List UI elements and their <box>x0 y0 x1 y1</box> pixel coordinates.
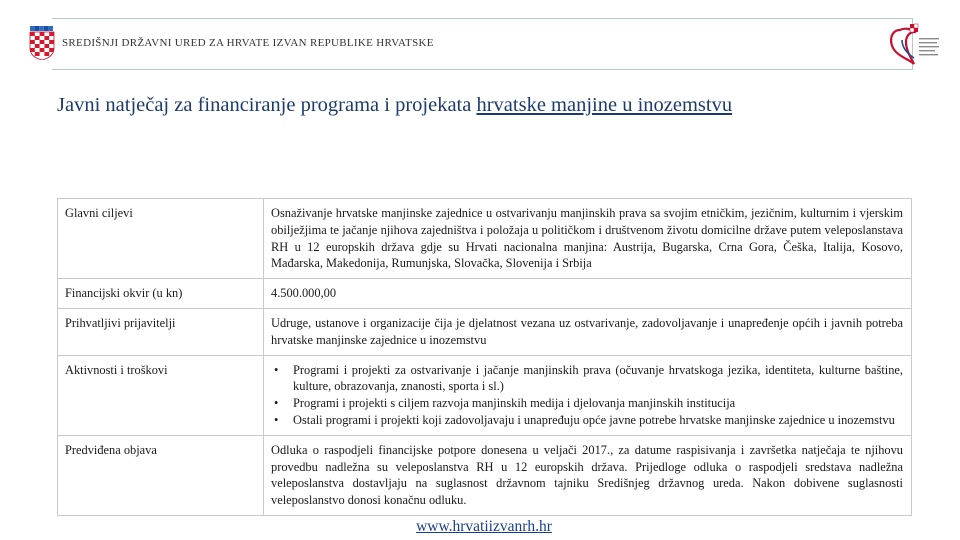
row-value: Odluka o raspodjeli financijske potpore donesena u veljači 2017., za datume raspisivanja i završetka natječaja te njihovu provedbu nadležna su veleposlanstva RH u 12 europskih država. Prijedloge odluka o raspodjeli sredstava nadležna veleposlanstva dostavljaju na suglasnost državnom tajniku Središnjeg državnog ureda. Nakon dobivene suglasnosti veleposlanstvo donosi konačnu odluku. <box>264 435 912 515</box>
list-item: • Ostali programi i projekti koji zadovoljavaju i unapređuju opće javne potrebe hrvatske manjinske zajednice u inozemstvu <box>271 412 903 429</box>
office-logo-icon <box>886 22 942 66</box>
row-label: Prihvatljivi prijavitelji <box>58 308 264 355</box>
table-row-goals <box>58 199 912 279</box>
list-item: • Programi i projekti s ciljem razvoja manjinskih medija i djelovanja manjinskih institucija <box>271 395 903 412</box>
list-item: • Programi i projekti za ostvarivanje i jačanje manjinskih prava (očuvanje hrvatskoga jezika, identiteta, kulturne baštine, kulture, obrazovanja, znanosti, sporta i sl.) <box>271 362 903 396</box>
row-value: Udruge, ustanove i organizacije čija je djelatnost vezana uz ostvarivanje, zadovoljavanje i unapređenje općih i javnih potreba hrvatske manjinske zajednice u inozemstvu <box>264 308 912 355</box>
table-row-activities <box>58 355 912 435</box>
info-table <box>57 198 912 516</box>
row-value-list <box>264 355 912 435</box>
title-part-2: hrvatske manjine u inozemstvu <box>476 94 733 116</box>
row-label: Glavni ciljevi <box>58 199 264 279</box>
title-part-1: Javni natječaj za financiranje programa i projekata <box>57 94 477 116</box>
table-row-publication <box>58 435 912 515</box>
row-value: 4.500.000,00 <box>264 279 912 309</box>
activities-list <box>271 362 903 429</box>
row-label: Aktivnosti i troškovi <box>58 355 264 435</box>
page-title <box>57 94 732 117</box>
row-label: Predviđena objava <box>58 435 264 515</box>
header-top-rule <box>52 18 912 19</box>
row-label: Financijski okvir (u kn) <box>58 279 264 309</box>
croatian-coat-of-arms-icon <box>29 26 55 60</box>
website-link[interactable]: www.hrvatiizvanrh.hr <box>416 518 552 535</box>
table-row-budget <box>58 279 912 309</box>
row-value: Osnaživanje hrvatske manjinske zajednice u ostvarivanju manjinskih prava sa svojim etničkim, jezičnim, kulturnim i vjerskim obilježjima te jačanje njihova zajedništva i položaja u političkom i društvenom životu domicilne države putem veleposlanstava RH u 12 europskih država gdje su Hrvati nacionalna manjina: Austrija, Bugarska, Crna Gora, Češka, Italija, Kosovo, Mađarska, Makedonija, Rumunjska, Slovačka, Slovenija i Srbija <box>264 199 912 279</box>
table-row-applicants <box>58 308 912 355</box>
header-bottom-rule <box>52 69 912 70</box>
office-name: SREDIŠNJI DRŽAVNI URED ZA HRVATE IZVAN REPUBLIKE HRVATSKE <box>62 37 434 49</box>
